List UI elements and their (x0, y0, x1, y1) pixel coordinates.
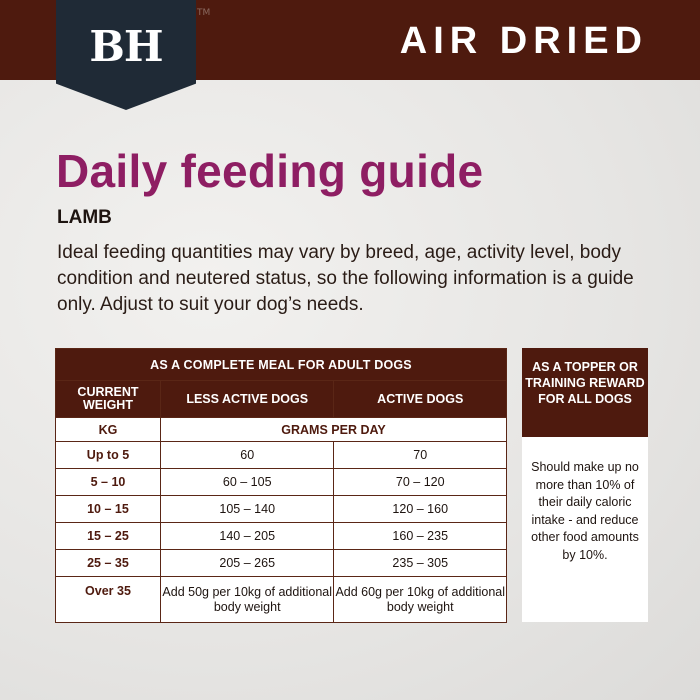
less-active-cell: 105 – 140 (160, 496, 334, 523)
less-active-cell: 60 – 105 (160, 469, 334, 496)
less-active-cell: Add 50g per 10kg of additional body weight (160, 577, 334, 623)
table-row (56, 577, 507, 623)
table-caption: AS A COMPLETE MEAL FOR ADULT DOGS (56, 349, 507, 381)
weight-cell: Up to 5 (56, 442, 161, 469)
trademark-mark: TM (197, 8, 211, 18)
weight-cell: 25 – 35 (56, 550, 161, 577)
feeding-table (55, 348, 507, 623)
table-row (56, 523, 507, 550)
weight-cell: 10 – 15 (56, 496, 161, 523)
unit-weight: KG (56, 418, 161, 442)
table-row (56, 496, 507, 523)
product-type: AIR DRIED (399, 20, 648, 62)
brand-logo: BH (89, 22, 163, 71)
unit-amount: GRAMS PER DAY (160, 418, 506, 442)
active-cell: 160 – 235 (334, 523, 507, 550)
header-less-active: LESS ACTIVE DOGS (160, 381, 334, 418)
header-active: ACTIVE DOGS (334, 381, 507, 418)
weight-cell: 15 – 25 (56, 523, 161, 550)
table-row (56, 469, 507, 496)
active-cell: 70 (334, 442, 507, 469)
weight-cell: 5 – 10 (56, 469, 161, 496)
weight-cell: Over 35 (56, 577, 161, 623)
page-title: Daily feeding guide (56, 145, 484, 197)
active-cell: 70 – 120 (334, 469, 507, 496)
active-cell: 235 – 305 (334, 550, 507, 577)
topper-text: Should make up no more than 10% of their daily caloric intake - and reduce other food amounts by 10%. (531, 460, 639, 562)
table-row (56, 550, 507, 577)
less-active-cell: 140 – 205 (160, 523, 334, 550)
intro-text: Ideal feeding quantities may vary by breed, age, activity level, body condition and neutered status, so the following information is a guide only. Adjust to suit your dog’s needs. (57, 242, 634, 315)
active-cell: 120 – 160 (334, 496, 507, 523)
header-current-weight: CURRENT WEIGHT (56, 381, 161, 418)
topper-heading: AS A TOPPER OR TRAINING REWARD FOR ALL DOGS (522, 348, 648, 437)
table-row (56, 442, 507, 469)
active-cell: Add 60g per 10kg of additional body weight (334, 577, 507, 623)
topper-panel (522, 348, 648, 622)
flavor-label: LAMB (57, 207, 112, 228)
less-active-cell: 60 (160, 442, 334, 469)
less-active-cell: 205 – 265 (160, 550, 334, 577)
